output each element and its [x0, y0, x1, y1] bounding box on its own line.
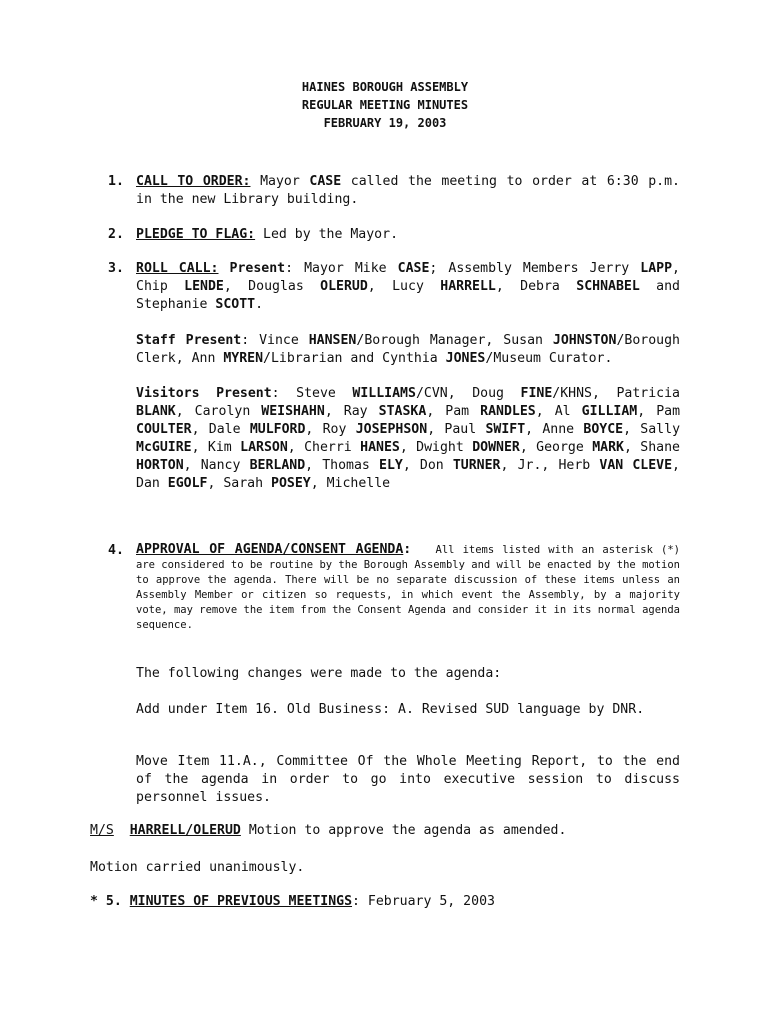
motion-text: Motion to approve the agenda as amended.: [240, 823, 567, 838]
name-run: LAPP: [640, 261, 673, 276]
motion-line: [90, 822, 680, 840]
text-run: , Carolyn: [175, 404, 262, 419]
item-number: 1.: [108, 174, 124, 189]
item-minutes-previous: [90, 893, 680, 911]
name-run: LENDE: [184, 279, 224, 294]
text-run: , Cherri: [287, 440, 361, 455]
text-run: /Borough Manager, Susan: [356, 333, 553, 348]
text-run: , Al: [535, 404, 582, 419]
item-number: * 5.: [90, 894, 122, 909]
item-text: Mayor: [250, 174, 310, 189]
text-run: /Museum Curator.: [485, 351, 613, 366]
text-run: /CVN, Doug: [415, 386, 521, 401]
text-run: , Anne: [525, 422, 584, 437]
name-run: McGUIRE: [136, 440, 192, 455]
mayor-name: CASE: [309, 174, 342, 189]
text-run: .: [255, 297, 264, 312]
motion-result: [90, 859, 680, 877]
consent-agenda-text: All items listed with an asterisk (*) are considered to be routine by the Borough Assembly and will be enacted by the motion to approve the agenda. There will be no separate discussion of these items unless an Assembly Member or citizen so requests, in which event the Assembly, by a majority vote, may remove the item from the Consent Agenda and consider it in its normal agenda sequence.: [136, 544, 680, 631]
name-run: VAN CLEVE: [599, 458, 673, 473]
name-run: ELY: [379, 458, 403, 473]
text-run: /Borough Clerk, Ann: [136, 333, 680, 366]
text-run: , Don: [402, 458, 453, 473]
name-run: BLANK: [136, 404, 176, 419]
item-label: APPROVAL OF AGENDA/CONSENT AGENDA: [136, 542, 404, 557]
text-run: , Lucy: [367, 279, 441, 294]
name-run: WILLIAMS: [352, 386, 416, 401]
staff-paragraph: [136, 332, 680, 368]
text-run: /Librarian and Cynthia: [263, 351, 446, 366]
visitors-paragraph: [136, 385, 680, 493]
text-run: : Vince: [241, 333, 309, 348]
text-run: , Dale: [191, 422, 250, 437]
item-text: Led by the Mayor.: [255, 227, 399, 242]
text-run: ; Assembly Members Jerry: [429, 261, 641, 276]
name-run: RANDLES: [480, 404, 536, 419]
item-label: PLEDGE TO FLAG:: [136, 227, 256, 242]
text-run: , Nancy: [183, 458, 250, 473]
name-run: OLERUD: [320, 279, 368, 294]
change-1-text: Add under Item 16. Old Business: A. Revised SUD language by DNR.: [136, 702, 645, 717]
text-run: , Sally: [623, 422, 681, 437]
name-run: COULTER: [136, 422, 192, 437]
name-run: HANSEN: [308, 333, 357, 348]
name-run: CASE: [397, 261, 430, 276]
name-run: MULFORD: [249, 422, 306, 437]
item-number: 2.: [108, 227, 124, 242]
change-2-text: Move Item 11.A., Committee Of the Whole Meeting Report, to the end of the agenda in order to go into executive session to discuss personnel issues.: [136, 754, 680, 805]
text-run: : Steve: [271, 386, 353, 401]
name-run: BOYCE: [583, 422, 624, 437]
text-run: , Pam: [637, 404, 681, 419]
label-colon: :: [403, 542, 412, 557]
text-run: , George: [519, 440, 593, 455]
name-run: FINE: [520, 386, 553, 401]
motion-movers: HARRELL/OLERUD: [129, 823, 241, 838]
text-run: and Stephanie: [136, 279, 681, 312]
name-run: SCHNABEL: [576, 279, 640, 294]
text-run: , Shane: [623, 440, 680, 455]
text-run: , Jr., Herb: [500, 458, 600, 473]
name-run: MARK: [592, 440, 624, 455]
name-run: SCOTT: [215, 297, 256, 312]
text-run: , Roy: [305, 422, 356, 437]
name-run: TURNER: [452, 458, 501, 473]
text-run: , Paul: [427, 422, 486, 437]
document-heading: [0, 78, 770, 132]
item-label: ROLL CALL:: [136, 261, 219, 276]
changes-intro: [136, 665, 680, 683]
motion-result-text: Motion carried unanimously.: [90, 860, 305, 875]
motion-tag: M/S: [90, 823, 114, 838]
heading-minutes: REGULAR MEETING MINUTES: [301, 98, 469, 112]
change-2: [136, 753, 680, 807]
text-run: , Pam: [426, 404, 481, 419]
heading-assembly: HAINES BOROUGH ASSEMBLY: [301, 80, 469, 94]
name-run: HARRELL: [440, 279, 496, 294]
name-run: WEISHAHN: [261, 404, 325, 419]
item-text: called the meeting to order at 6:30 p.m. in the new Library building.: [136, 174, 680, 207]
name-run: DOWNER: [472, 440, 520, 455]
item-number: 4.: [108, 543, 124, 558]
heading-date: FEBRUARY 19, 2003: [323, 116, 447, 130]
change-1: [136, 701, 680, 719]
name-run: MYREN: [223, 351, 264, 366]
name-run: BERLAND: [249, 458, 306, 473]
text-run: , Kim: [191, 440, 241, 455]
present-label: Present: [229, 261, 286, 276]
present-paragraph: [136, 260, 680, 314]
item-label: MINUTES OF PREVIOUS MEETINGS: [129, 894, 353, 909]
item-number: 3.: [108, 261, 124, 276]
name-run: SWIFT: [485, 422, 526, 437]
text-run: , Dan: [136, 458, 680, 491]
text-run: , Thomas: [305, 458, 379, 473]
name-run: EGOLF: [167, 476, 208, 491]
text-run: , Sarah: [207, 476, 271, 491]
text-run: , Chip: [136, 261, 680, 294]
name-run: HORTON: [136, 458, 184, 473]
name-run: JOHNSTON: [552, 333, 617, 348]
name-run: HANES: [360, 440, 400, 455]
item-text: : February 5, 2003: [352, 894, 495, 909]
text-run: /KHNS, Patricia: [552, 386, 680, 401]
staff-label: Staff Present: [136, 333, 242, 348]
text-run: , Michelle: [310, 476, 391, 491]
name-run: JOSEPHSON: [355, 422, 428, 437]
name-run: GILLIAM: [581, 404, 638, 419]
text-run: , Debra: [495, 279, 577, 294]
visitors-label: Visitors Present: [136, 386, 272, 401]
changes-intro-text: The following changes were made to the agenda:: [136, 666, 502, 681]
name-run: JONES: [445, 351, 486, 366]
text-run: , Douglas: [223, 279, 321, 294]
name-run: POSEY: [271, 476, 311, 491]
text-run: : Mayor Mike: [285, 261, 398, 276]
item-label: CALL TO ORDER:: [136, 174, 251, 189]
name-run: LARSON: [240, 440, 288, 455]
name-run: STASKA: [378, 404, 427, 419]
text-run: , Ray: [324, 404, 379, 419]
text-run: , Dwight: [399, 440, 473, 455]
